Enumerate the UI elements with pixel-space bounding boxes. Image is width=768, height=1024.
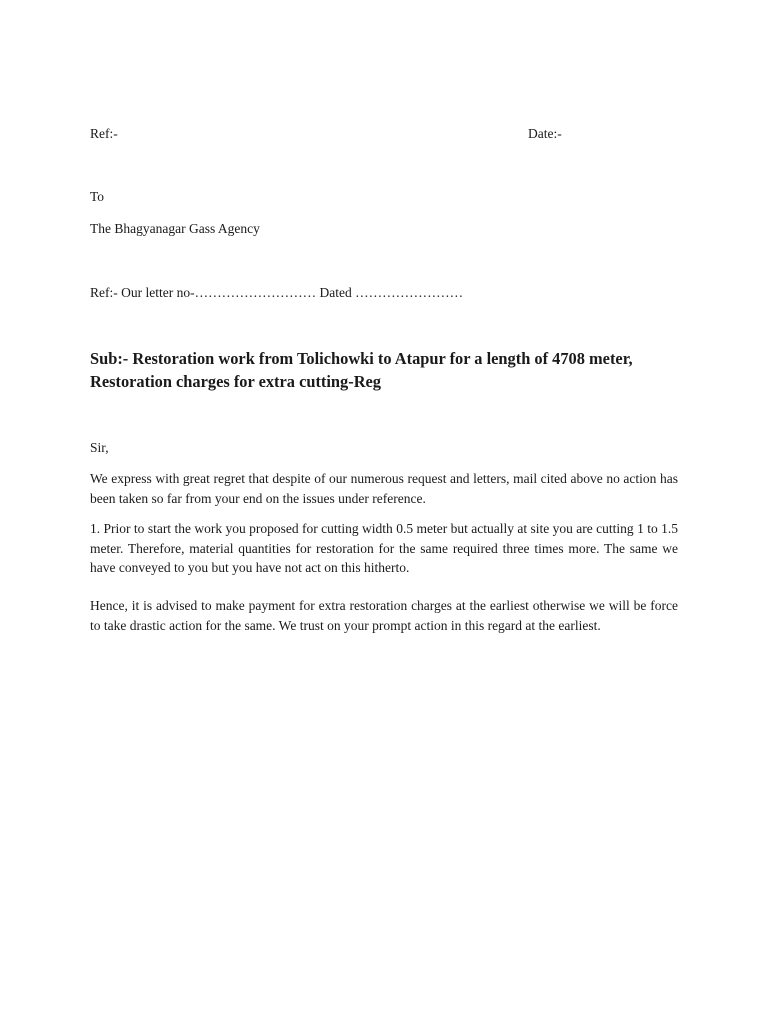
body-paragraph-1: We express with great regret that despite of our numerous request and letters, mail cited above no action has been taken so far from your end on the issues under reference. <box>90 471 678 506</box>
date-label: Date:- <box>528 126 562 141</box>
reference-letter-line: Ref:- Our letter no-……………………… Dated …………………… <box>90 285 464 300</box>
reference-label: Ref:- <box>90 126 118 141</box>
body-paragraph-2: 1. Prior to start the work you proposed for cutting width 0.5 meter but actually at site you are cutting 1 to 1.5 meter. Therefore, material quantities for restoration for the same required three times more. The same we have conveyed to you but you have not act on this hitherto. <box>90 521 678 575</box>
salutation: Sir, <box>90 440 109 455</box>
body-paragraph-3: Hence, it is advised to make payment for extra restoration charges at the earliest otherwise we will be force to take drastic action for the same. We trust on your prompt action in this regard at the earliest. <box>90 598 678 633</box>
subject-line: Sub:- Restoration work from Tolichowki to Atapur for a length of 4708 meter, Restoration charges for extra cutting-Reg <box>90 349 633 391</box>
to-label: To <box>90 189 105 204</box>
recipient-name: The Bhagyanagar Gass Agency <box>90 221 260 236</box>
